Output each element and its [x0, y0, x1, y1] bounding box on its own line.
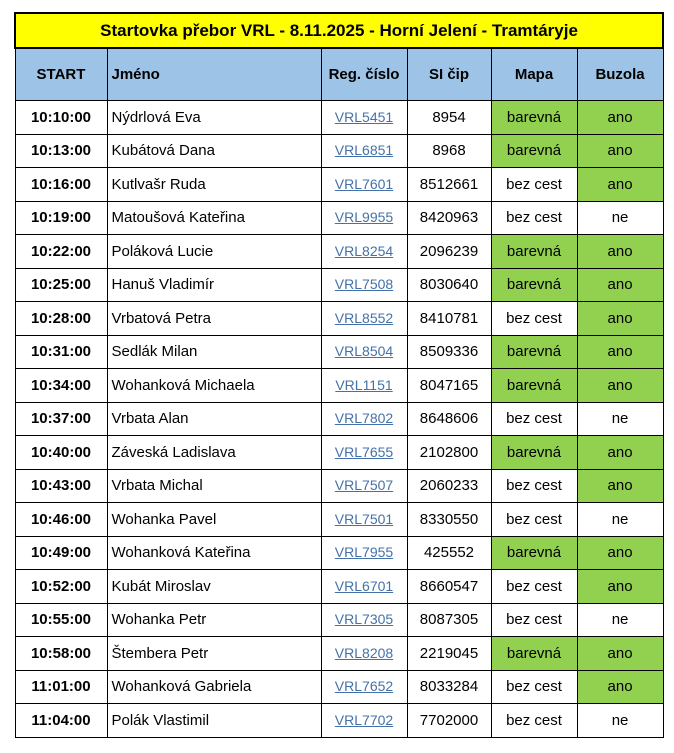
name-cell: Kubátová Dana [107, 134, 321, 168]
name-cell: Wohanková Gabriela [107, 670, 321, 704]
table-row [15, 235, 663, 269]
table-row [15, 503, 663, 537]
compass-cell: ano [577, 369, 663, 403]
name-cell: Wohanková Kateřina [107, 536, 321, 570]
reg-number-link[interactable]: VRL9955 [334, 209, 394, 226]
map-type-cell: bez cest [491, 503, 577, 537]
si-chip-cell: 2096239 [407, 235, 491, 269]
name-cell: Záveská Ladislava [107, 436, 321, 470]
name-cell: Vrbatová Petra [107, 302, 321, 336]
table-row [15, 536, 663, 570]
reg-number-cell [321, 402, 407, 436]
name-cell: Wohanková Michaela [107, 369, 321, 403]
table-row [15, 168, 663, 202]
reg-number-link[interactable]: VRL7501 [334, 510, 394, 527]
reg-number-link[interactable]: VRL7508 [334, 276, 394, 293]
header-row [15, 48, 663, 101]
compass-cell: ano [577, 670, 663, 704]
map-type-cell: barevná [491, 101, 577, 135]
reg-number-cell [321, 570, 407, 604]
si-chip-cell: 8420963 [407, 201, 491, 235]
reg-number-cell [321, 704, 407, 738]
map-type-cell: bez cest [491, 603, 577, 637]
map-type-cell: bez cest [491, 704, 577, 738]
name-cell: Hanuš Vladimír [107, 268, 321, 302]
map-type-cell: barevná [491, 134, 577, 168]
compass-cell: ano [577, 302, 663, 336]
reg-number-cell [321, 603, 407, 637]
reg-number-link[interactable]: VRL6701 [334, 577, 394, 594]
start-time-cell: 11:01:00 [15, 670, 107, 704]
reg-number-link[interactable]: VRL7655 [334, 443, 394, 460]
table-row [15, 603, 663, 637]
compass-cell: ano [577, 570, 663, 604]
table-row [15, 436, 663, 470]
table-row [15, 369, 663, 403]
name-cell: Matoušová Kateřina [107, 201, 321, 235]
page-title: Startovka přebor VRL - 8.11.2025 - Horní Jelení - Tramtáryje [15, 13, 663, 48]
map-type-cell: barevná [491, 335, 577, 369]
name-cell: Wohanka Pavel [107, 503, 321, 537]
name-cell: Sedlák Milan [107, 335, 321, 369]
start-time-cell: 10:34:00 [15, 369, 107, 403]
reg-number-link[interactable]: VRL1151 [335, 376, 393, 393]
si-chip-cell: 8968 [407, 134, 491, 168]
compass-cell: ano [577, 637, 663, 671]
compass-cell: ano [577, 168, 663, 202]
start-time-cell: 10:46:00 [15, 503, 107, 537]
name-cell: Štembera Petr [107, 637, 321, 671]
column-header-map: Mapa [491, 48, 577, 101]
map-type-cell: bez cest [491, 168, 577, 202]
si-chip-cell: 8030640 [407, 268, 491, 302]
start-time-cell: 10:19:00 [15, 201, 107, 235]
si-chip-cell: 8512661 [407, 168, 491, 202]
reg-number-link[interactable]: VRL7652 [334, 678, 394, 695]
table-row [15, 469, 663, 503]
compass-cell: ne [577, 603, 663, 637]
start-list-table [14, 12, 664, 738]
reg-number-link[interactable]: VRL8504 [334, 343, 394, 360]
reg-number-cell [321, 503, 407, 537]
si-chip-cell: 2060233 [407, 469, 491, 503]
reg-number-cell [321, 134, 407, 168]
map-type-cell: barevná [491, 637, 577, 671]
reg-number-cell [321, 469, 407, 503]
start-time-cell: 10:58:00 [15, 637, 107, 671]
start-time-cell: 10:10:00 [15, 101, 107, 135]
table-row [15, 101, 663, 135]
name-cell: Poláková Lucie [107, 235, 321, 269]
start-time-cell: 10:16:00 [15, 168, 107, 202]
start-time-cell: 10:25:00 [15, 268, 107, 302]
map-type-cell: barevná [491, 235, 577, 269]
si-chip-cell: 8954 [407, 101, 491, 135]
reg-number-link[interactable]: VRL6851 [334, 142, 394, 159]
si-chip-cell: 8087305 [407, 603, 491, 637]
name-cell: Nýdrlová Eva [107, 101, 321, 135]
compass-cell: ne [577, 201, 663, 235]
reg-number-cell [321, 168, 407, 202]
reg-number-cell [321, 637, 407, 671]
map-type-cell: bez cest [491, 402, 577, 436]
compass-cell: ano [577, 335, 663, 369]
reg-number-cell [321, 436, 407, 470]
compass-cell: ne [577, 704, 663, 738]
compass-cell: ano [577, 436, 663, 470]
reg-number-cell [321, 101, 407, 135]
name-cell: Vrbata Alan [107, 402, 321, 436]
reg-number-link[interactable]: VRL7702 [334, 711, 394, 728]
column-header-reg: Reg. číslo [321, 48, 407, 101]
map-type-cell: bez cest [491, 570, 577, 604]
start-time-cell: 10:31:00 [15, 335, 107, 369]
table-row [15, 335, 663, 369]
compass-cell: ano [577, 536, 663, 570]
compass-cell: ano [577, 469, 663, 503]
reg-number-cell [321, 235, 407, 269]
reg-number-link[interactable]: VRL7507 [334, 477, 394, 494]
si-chip-cell: 8033284 [407, 670, 491, 704]
start-time-cell: 10:37:00 [15, 402, 107, 436]
si-chip-cell: 2219045 [407, 637, 491, 671]
si-chip-cell: 8648606 [407, 402, 491, 436]
table-row [15, 302, 663, 336]
map-type-cell: bez cest [491, 201, 577, 235]
map-type-cell: bez cest [491, 469, 577, 503]
name-cell: Kubát Miroslav [107, 570, 321, 604]
start-time-cell: 10:28:00 [15, 302, 107, 336]
name-cell: Vrbata Michal [107, 469, 321, 503]
reg-number-link[interactable]: VRL7802 [334, 410, 394, 427]
start-time-cell: 10:40:00 [15, 436, 107, 470]
reg-number-cell [321, 369, 407, 403]
reg-number-cell [321, 536, 407, 570]
compass-cell: ano [577, 134, 663, 168]
column-header-name: Jméno [107, 48, 321, 101]
name-cell: Wohanka Petr [107, 603, 321, 637]
compass-cell: ano [577, 268, 663, 302]
start-list-sheet [14, 12, 662, 738]
table-row [15, 134, 663, 168]
start-time-cell: 10:22:00 [15, 235, 107, 269]
si-chip-cell: 2102800 [407, 436, 491, 470]
table-row [15, 637, 663, 671]
map-type-cell: bez cest [491, 670, 577, 704]
map-type-cell: barevná [491, 436, 577, 470]
si-chip-cell: 8509336 [407, 335, 491, 369]
start-time-cell: 11:04:00 [15, 704, 107, 738]
si-chip-cell: 7702000 [407, 704, 491, 738]
column-header-compass: Buzola [577, 48, 663, 101]
compass-cell: ano [577, 235, 663, 269]
table-row [15, 570, 663, 604]
name-cell: Polák Vlastimil [107, 704, 321, 738]
reg-number-link[interactable]: VRL7305 [334, 611, 394, 628]
reg-number-link[interactable]: VRL7601 [334, 175, 394, 192]
map-type-cell: barevná [491, 369, 577, 403]
reg-number-cell [321, 670, 407, 704]
reg-number-cell [321, 201, 407, 235]
table-row [15, 670, 663, 704]
reg-number-link[interactable]: VRL8552 [334, 309, 394, 326]
reg-number-link[interactable]: VRL8254 [334, 242, 394, 259]
si-chip-cell: 8047165 [407, 369, 491, 403]
compass-cell: ano [577, 101, 663, 135]
table-body [15, 101, 663, 738]
table-row [15, 201, 663, 235]
reg-number-link[interactable]: VRL8208 [334, 644, 394, 661]
table-row [15, 704, 663, 738]
reg-number-link[interactable]: VRL5451 [334, 108, 394, 125]
column-header-start: START [15, 48, 107, 101]
column-header-chip: SI čip [407, 48, 491, 101]
map-type-cell: barevná [491, 536, 577, 570]
map-type-cell: barevná [491, 268, 577, 302]
si-chip-cell: 8660547 [407, 570, 491, 604]
table-row [15, 402, 663, 436]
si-chip-cell: 425552 [407, 536, 491, 570]
compass-cell: ne [577, 503, 663, 537]
map-type-cell: bez cest [491, 302, 577, 336]
reg-number-cell [321, 335, 407, 369]
name-cell: Kutlvašr Ruda [107, 168, 321, 202]
compass-cell: ne [577, 402, 663, 436]
si-chip-cell: 8330550 [407, 503, 491, 537]
si-chip-cell: 8410781 [407, 302, 491, 336]
reg-number-link[interactable]: VRL7955 [334, 544, 394, 561]
reg-number-cell [321, 268, 407, 302]
table-row [15, 268, 663, 302]
reg-number-cell [321, 302, 407, 336]
start-time-cell: 10:49:00 [15, 536, 107, 570]
start-time-cell: 10:55:00 [15, 603, 107, 637]
start-time-cell: 10:13:00 [15, 134, 107, 168]
start-time-cell: 10:52:00 [15, 570, 107, 604]
start-time-cell: 10:43:00 [15, 469, 107, 503]
